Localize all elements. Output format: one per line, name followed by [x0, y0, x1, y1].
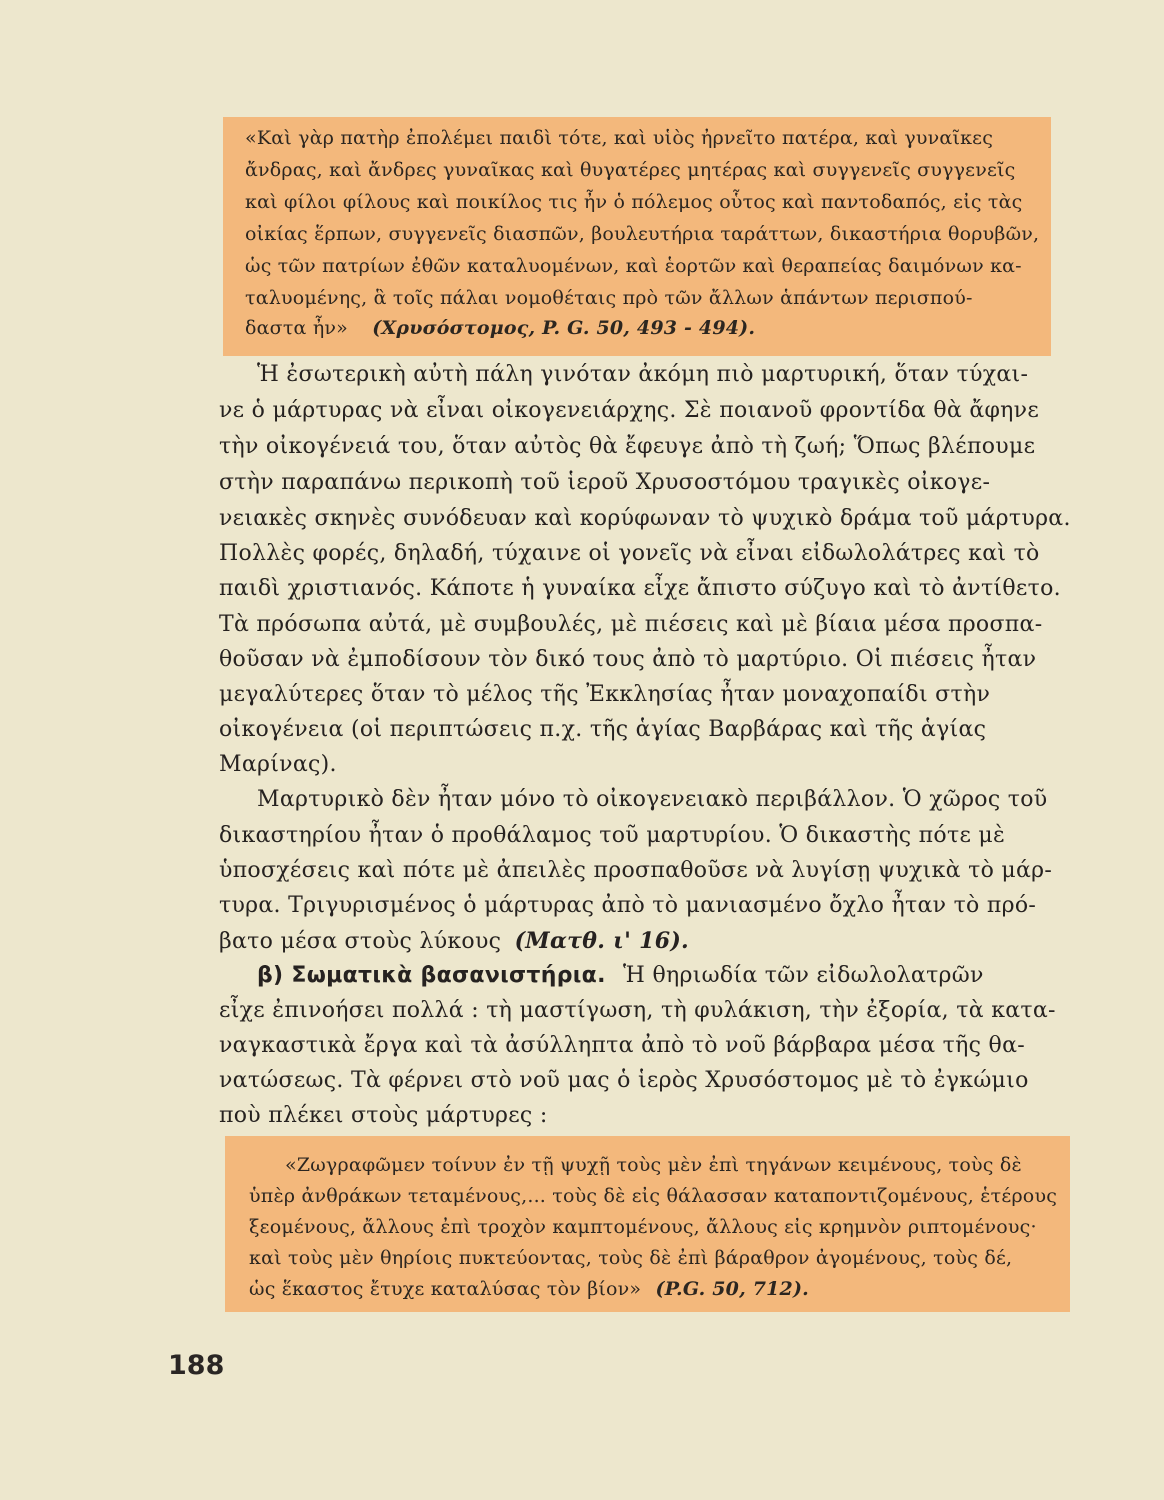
body-line: εἶχε ἐπινοήσει πολλά : τὴ μαστίγωση, τὴ φυλάκιση, τὴν ἐξορία, τὰ κατα-: [219, 998, 1056, 1023]
quote-top-last-line: [245, 317, 755, 339]
quote-top-line: ταλυομένης, ἃ τοῖς πάλαι νομοθέταις πρὸ τῶν ἄλλων ἁπάντων περισπού-: [245, 287, 973, 309]
quote-box-bottom: [225, 1136, 1070, 1312]
body-line: μεγαλύτερες ὅταν τὸ μέλος τῆς Ἐκκλησίας ἦταν μοναχοπαίδι στὴν: [219, 682, 991, 707]
body-line: νειακὲς σκηνὲς συνόδευαν καὶ κορύφωναν τὸ ψυχικὸ δράμα τοῦ μάρτυρα.: [219, 506, 1071, 531]
body-text: βατο μέσα στοὺς λύκους: [219, 929, 502, 954]
body-line: Πολλὲς φορές, δηλαδή, τύχαινε οἱ γονεῖς νὰ εἶναι εἰδωλολάτρες καὶ τὸ: [219, 541, 1040, 566]
quote-bottom-line: ὑπὲρ ἀνθράκων τεταμένους,... τοὺς δὲ εἰς θάλασσαν καταποντιζομένους, ἑτέρους: [249, 1185, 1058, 1207]
quote-top-citation: (Χρυσόστομος, P. G. 50, 493 - 494).: [372, 317, 756, 339]
bible-citation: (Ματθ. ι' 16).: [514, 928, 689, 954]
body-line: δικαστηρίου ἦταν ὁ προθάλαμος τοῦ μαρτυρίου. Ὁ δικαστὴς πότε μὲ: [219, 823, 1006, 848]
body-line: [257, 963, 984, 988]
body-line: ναγκαστικὰ ἔργα καὶ τὰ ἀσύλληπτα ἀπὸ τὸ νοῦ βάρβαρα μέσα τῆς θα-: [219, 1033, 1025, 1058]
body-line: νε ὁ μάρτυρας νὰ εἶναι οἰκογενειάρχης. Σὲ ποιανοῦ φροντίδα θὰ ἄφηνε: [219, 398, 1040, 423]
quote-bottom-line: ξεομένους, ἄλλους ἐπὶ τροχὸν καμπτομένους, ἄλλους εἰς κρημνὸν ριπτομένους·: [249, 1216, 1037, 1238]
quote-bottom-last-line: [249, 1278, 809, 1300]
quote-bottom-line: καὶ τοὺς μὲν θηρίοις πυκτεύοντας, τοὺς δὲ ἐπὶ βάραθρον ἀγομένους, τοὺς δέ,: [249, 1247, 1013, 1269]
quote-top-line: ὡς τῶν πατρίων ἐθῶν καταλυομένων, καὶ ἑορτῶν καὶ θεραπείας δαιμόνων κα-: [245, 255, 1022, 277]
quote-top-line: «Καὶ γὰρ πατὴρ ἐπολέμει παιδὶ τότε, καὶ υἱὸς ἠρνεῖτο πατέρα, καὶ γυναῖκες: [245, 127, 994, 149]
body-line: ποὺ πλέκει στοὺς μάρτυρες :: [219, 1103, 548, 1128]
body-line: παιδὶ χριστιανός. Κάποτε ἡ γυναίκα εἶχε ἄπιστο σύζυγο καὶ τὸ ἀντίθετο.: [219, 576, 1061, 601]
body-line: τυρα. Τριγυρισμένος ὁ μάρτυρας ἀπὸ τὸ μανιασμένο ὄχλο ἦταν τὸ πρό-: [219, 893, 1037, 918]
quote-top-line: οἰκίας ἕρπων, συγγενεῖς διασπῶν, βουλευτήρια ταράττων, δικαστήρια θορυβῶν,: [245, 223, 1040, 245]
quote-bottom-line: «Ζωγραφῶμεν τοίνυν ἐν τῇ ψυχῇ τοὺς μὲν ἐπὶ τηγάνων κειμένους, τοὺς δὲ: [285, 1154, 1022, 1176]
body-line: Μαρτυρικὸ δὲν ἦταν μόνο τὸ οἰκογενειακὸ περιβάλλον. Ὁ χῶρος τοῦ: [257, 787, 1048, 812]
quote-bottom-citation: (P.G. 50, 712).: [655, 1278, 809, 1300]
body-line: Μαρίνας).: [219, 752, 337, 777]
body-line: [219, 928, 689, 954]
quote-top-last-text: δαστα ἦν»: [245, 317, 348, 339]
body-line: Ἡ ἐσωτερικὴ αὐτὴ πάλη γινόταν ἀκόμη πιὸ μαρτυρική, ὅταν τύχαι-: [257, 362, 1029, 387]
section-subheading: β) Σωματικὰ βασανιστήρια.: [257, 963, 606, 988]
body-line: στὴν παραπάνω περικοπὴ τοῦ ἱεροῦ Χρυσοστόμου τραγικὲς οἰκογε-: [219, 470, 991, 495]
body-line: τὴν οἰκογένειά του, ὅταν αὐτὸς θὰ ἔφευγε ἀπὸ τὴ ζωή; Ὅπως βλέπουμε: [219, 434, 1036, 459]
page-number: 188: [168, 1350, 225, 1381]
quote-top-line: καὶ φίλοι φίλους καὶ ποικίλος τις ἦν ὁ πόλεμος οὗτος καὶ παντοδαπός, εἰς τὰς: [245, 191, 1023, 213]
body-line: Τὰ πρόσωπα αὐτά, μὲ συμβουλές, μὲ πιέσεις καὶ μὲ βίαια μέσα προσπα-: [219, 612, 1043, 637]
body-line: ὑποσχέσεις καὶ πότε μὲ ἀπειλὲς προσπαθοῦσε νὰ λυγίσῃ ψυχικὰ τὸ μάρ-: [219, 858, 1053, 883]
quote-bottom-last-text: ὡς ἕκαστος ἔτυχε καταλύσας τὸν βίον»: [249, 1278, 642, 1300]
body-text: Ἡ θηριωδία τῶν εἰδωλολατρῶν: [623, 963, 984, 988]
quote-top-line: ἄνδρας, καὶ ἄνδρες γυναῖκας καὶ θυγατέρες μητέρας καὶ συγγενεῖς συγγενεῖς: [245, 159, 1016, 181]
body-line: νατώσεως. Τὰ φέρνει στὸ νοῦ μας ὁ ἱερὸς Χρυσόστομος μὲ τὸ ἐγκώμιο: [219, 1068, 1029, 1093]
body-line: οἰκογένεια (οἱ περιπτώσεις π.χ. τῆς ἁγίας Βαρβάρας καὶ τῆς ἁγίας: [219, 717, 987, 742]
quote-box-top: [223, 117, 1051, 356]
body-line: θοῦσαν νὰ ἐμποδίσουν τὸν δικό τους ἀπὸ τὸ μαρτύριο. Οἱ πιέσεις ἦταν: [219, 647, 1037, 672]
